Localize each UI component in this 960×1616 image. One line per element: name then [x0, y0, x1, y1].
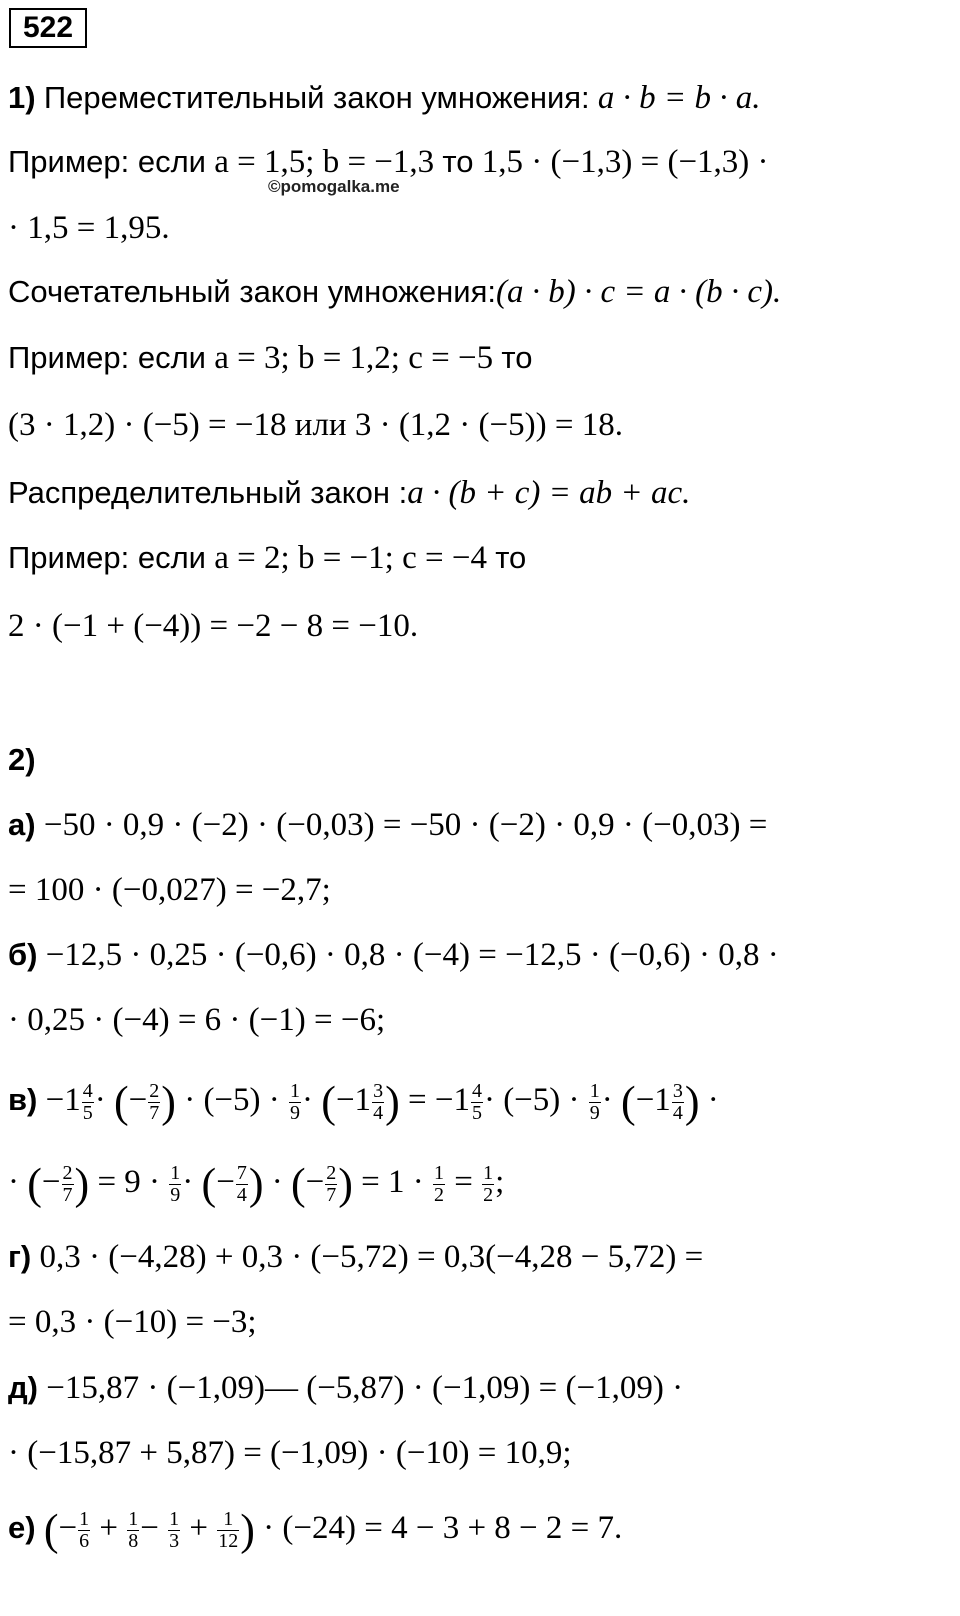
item-v-result: · (− $\frac{2}{7}$ ) = 9 · $\frac{1}{9}$ · (− $\frac{7}{4}$ ) · (− $\frac{2}{7}$ ) = 1 · $\frac{1}{2}$ = $\frac{1}{2}$ ;: [8, 1159, 505, 1209]
item-g-result: = 0,3 · (−10) = −3;: [8, 1304, 257, 1340]
fraction: $\frac{1}{3}$: [169, 1507, 180, 1552]
fraction: $\frac{1}{6}$: [79, 1507, 90, 1552]
example-word: Пример: если: [8, 540, 207, 575]
associative-example-left: (3 · 1,2) · (−5) = −18: [8, 407, 287, 443]
item-v-line1: [8, 1077, 719, 1127]
item-d-line2: [8, 1433, 572, 1473]
item-e-label: е): [8, 1510, 36, 1545]
commutative-example-expression: 1,5 · (−1,3) = (−1,3) ·: [481, 144, 769, 180]
item-v-label: в): [8, 1082, 38, 1117]
fraction: $\frac{3}{4}$: [373, 1079, 384, 1124]
part2-heading: [8, 740, 36, 780]
associative-law-formula: (a · b) · c = a · (b · c).: [495, 274, 782, 310]
distributive-law-line: [8, 473, 690, 513]
item-d-line1: [8, 1368, 683, 1408]
item-e-line: [8, 1505, 623, 1555]
commutative-law-formula: a · b = b · a.: [597, 80, 761, 116]
item-e-tail: · (−24) = 4 − 3 + 8 − 2 = 7.: [263, 1510, 623, 1546]
item-d-result: · (−15,87 + 5,87) = (−1,09) · (−10) = 10,9;: [8, 1435, 572, 1471]
associative-law-line: [8, 272, 781, 312]
distributive-law-title: Распределительный закон :: [8, 475, 408, 510]
fraction: $\frac{2}{7}$: [326, 1161, 337, 1206]
associative-example-calc-line: [8, 405, 623, 445]
item-g-label: г): [8, 1239, 32, 1274]
item-a-expression: −50 · 0,9 · (−2) · (−0,03) = −50 · (−2) · 0,9 · (−0,03) =: [43, 807, 768, 843]
commutative-example-line: [8, 142, 769, 182]
item-a-line2: [8, 870, 331, 910]
distributive-example-values: a = 2; b = −1; c = −4: [214, 540, 487, 576]
part2-label: 2): [8, 742, 36, 777]
fraction: $\frac{1}{2}$: [483, 1161, 494, 1206]
example-word: Пример: если: [8, 340, 207, 375]
associative-law-title: Сочетательный закон умножения:: [8, 274, 496, 309]
fraction: $\frac{1}{12}$: [218, 1507, 239, 1552]
fraction: $\frac{7}{4}$: [236, 1161, 247, 1206]
distributive-example-calc-line: [8, 606, 418, 646]
distributive-example-expression: 2 · (−1 + (−4)) = −2 − 8 = −10.: [8, 608, 419, 644]
item-v-line2: [8, 1159, 505, 1209]
fraction: $\frac{3}{4}$: [672, 1079, 683, 1124]
distributive-example-line: [8, 538, 526, 578]
fraction: $\frac{2}{7}$: [62, 1161, 73, 1206]
item-b-result: · 0,25 · (−4) = 6 · (−1) = −6;: [8, 1002, 386, 1038]
task-number-box: 522: [9, 8, 87, 48]
part1-label: 1): [8, 80, 36, 115]
item-b-label: б): [8, 937, 38, 972]
fraction: $\frac{1}{9}$: [170, 1161, 181, 1206]
commutative-law-title: Переместительный закон умножения:: [43, 80, 590, 115]
fraction: $\frac{1}{9}$: [290, 1079, 301, 1124]
watermark: ©pomogalka.me: [268, 177, 400, 196]
associative-example-line: [8, 338, 532, 378]
item-b-expression: −12,5 · 0,25 · (−0,6) · 0,8 · (−4) = −12,5 · (−0,6) · 0,8 ·: [45, 937, 779, 973]
or-word: или: [294, 407, 347, 443]
item-e-expression: (− $\frac{1}{6}$ + $\frac{1}{8}$ − $\frac{1}{3}$ + $\frac{1}{12}$ ) · (−24) = 4 − 3 + 8 − 2 = 7.: [43, 1505, 623, 1555]
to-word: то: [442, 144, 474, 179]
item-a-line1: [8, 805, 767, 845]
fraction: $\frac{1}{2}$: [434, 1161, 445, 1206]
item-d-label: д): [8, 1370, 39, 1405]
item-b-line2: [8, 1000, 385, 1040]
commutative-example-continuation: [8, 208, 170, 248]
associative-example-values: a = 3; b = 1,2; c = −5: [214, 340, 494, 376]
fraction: $\frac{1}{8}$: [128, 1507, 139, 1552]
distributive-law-formula: a · (b + c) = ab + ac.: [407, 475, 691, 511]
fraction: $\frac{2}{7}$: [149, 1079, 160, 1124]
fraction: $\frac{1}{9}$: [589, 1079, 600, 1124]
item-b-line1: [8, 935, 779, 975]
item-g-line2: [8, 1302, 257, 1342]
item-d-expression: −15,87 · (−1,09)— (−5,87) · (−1,09) = (−1,09) ·: [46, 1370, 684, 1406]
commutative-example-result: · 1,5 = 1,95.: [8, 210, 170, 246]
fraction: $\frac{4}{5}$: [471, 1079, 482, 1124]
to-word: то: [501, 340, 533, 375]
associative-example-right: 3 · (1,2 · (−5)) = 18.: [354, 407, 623, 443]
item-g-expression: 0,3 · (−4,28) + 0,3 · (−5,72) = 0,3(−4,28 − 5,72) =: [39, 1239, 704, 1275]
item-v-expression: −1 $\frac{4}{5}$ · (− $\frac{2}{7}$ ) · (−5) · $\frac{1}{9}$ · (−1 $\frac{3}{4}$ ) = −1 $\frac{4}{5}$ · (−5) · $\frac{1}{9}$ · (−1 $\frac{3}{4}$ ) ·: [45, 1077, 719, 1127]
item-g-line1: [8, 1237, 703, 1277]
to-word: то: [495, 540, 527, 575]
fraction: $\frac{4}{5}$: [82, 1079, 93, 1124]
item-a-result: = 100 · (−0,027) = −2,7;: [8, 872, 331, 908]
item-a-label: а): [8, 807, 36, 842]
example-word: Пример: если: [8, 144, 207, 179]
commutative-law-line: [8, 78, 760, 118]
commutative-example-values: a = 1,5; b = −1,3: [214, 144, 435, 180]
